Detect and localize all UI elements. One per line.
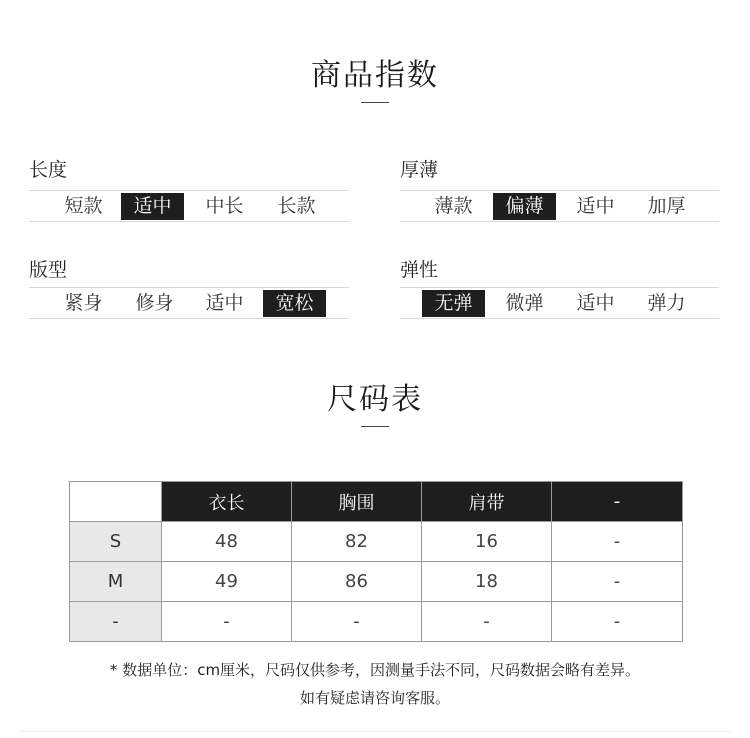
option-thick: 加厚 xyxy=(647,195,686,217)
table-cell: - xyxy=(162,602,292,642)
table-cell: 16 xyxy=(422,522,552,562)
metric-options-row xyxy=(400,287,719,319)
option-regular: 适中 xyxy=(205,292,244,314)
option-long: 长款 xyxy=(277,195,316,217)
option-medium-selected: 适中 xyxy=(121,193,184,220)
bottom-divider xyxy=(20,731,730,732)
row-size-label: M xyxy=(70,562,162,602)
table-cell: 82 xyxy=(292,522,422,562)
header-strap: 肩带 xyxy=(422,482,552,522)
table-row xyxy=(70,562,683,602)
index-title-divider xyxy=(361,102,389,103)
metric-label: 长度 xyxy=(29,159,68,181)
size-note-line-1: * 数据单位：cm厘米，尺码仅供参考，因测量手法不同，尺码数据会略有差异。 xyxy=(109,661,641,679)
metric-label: 厚薄 xyxy=(400,159,439,181)
metric-options-row xyxy=(29,190,349,222)
table-row xyxy=(70,602,683,642)
option-medium-stretch: 适中 xyxy=(576,292,615,314)
metric-label: 弹性 xyxy=(400,259,439,281)
table-cell: 86 xyxy=(292,562,422,602)
size-section-title: 尺码表 xyxy=(327,382,423,417)
option-no-stretch-selected: 无弹 xyxy=(422,290,485,317)
table-cell: - xyxy=(552,562,683,602)
option-short: 短款 xyxy=(64,195,103,217)
header-length: 衣长 xyxy=(162,482,292,522)
size-note-line-2: 如有疑虑请咨询客服。 xyxy=(299,689,450,707)
table-cell: - xyxy=(422,602,552,642)
row-size-label: - xyxy=(70,602,162,642)
size-table xyxy=(69,481,683,642)
row-size-label: S xyxy=(70,522,162,562)
option-loose-selected: 宽松 xyxy=(263,290,326,317)
table-cell: 48 xyxy=(162,522,292,562)
option-medium: 适中 xyxy=(576,195,615,217)
option-stretch: 弹力 xyxy=(647,292,686,314)
metric-options-row xyxy=(400,190,719,222)
metric-label: 版型 xyxy=(29,259,68,281)
header-bust: 胸围 xyxy=(292,482,422,522)
header-blank-cell xyxy=(70,482,162,522)
table-cell: - xyxy=(552,522,683,562)
option-slim: 修身 xyxy=(135,292,174,314)
table-cell: - xyxy=(552,602,683,642)
option-thin: 薄款 xyxy=(434,195,473,217)
size-title-divider xyxy=(361,426,389,427)
option-tight: 紧身 xyxy=(64,292,103,314)
option-slightly-thin-selected: 偏薄 xyxy=(493,193,556,220)
index-section-title: 商品指数 xyxy=(311,58,439,93)
table-cell: 18 xyxy=(422,562,552,602)
option-mid-long: 中长 xyxy=(205,195,244,217)
table-cell: 49 xyxy=(162,562,292,602)
header-extra: - xyxy=(552,482,683,522)
size-table-header-row xyxy=(70,482,683,522)
table-cell: - xyxy=(292,602,422,642)
metric-options-row xyxy=(29,287,349,319)
option-slight-stretch: 微弹 xyxy=(505,292,544,314)
table-row xyxy=(70,522,683,562)
